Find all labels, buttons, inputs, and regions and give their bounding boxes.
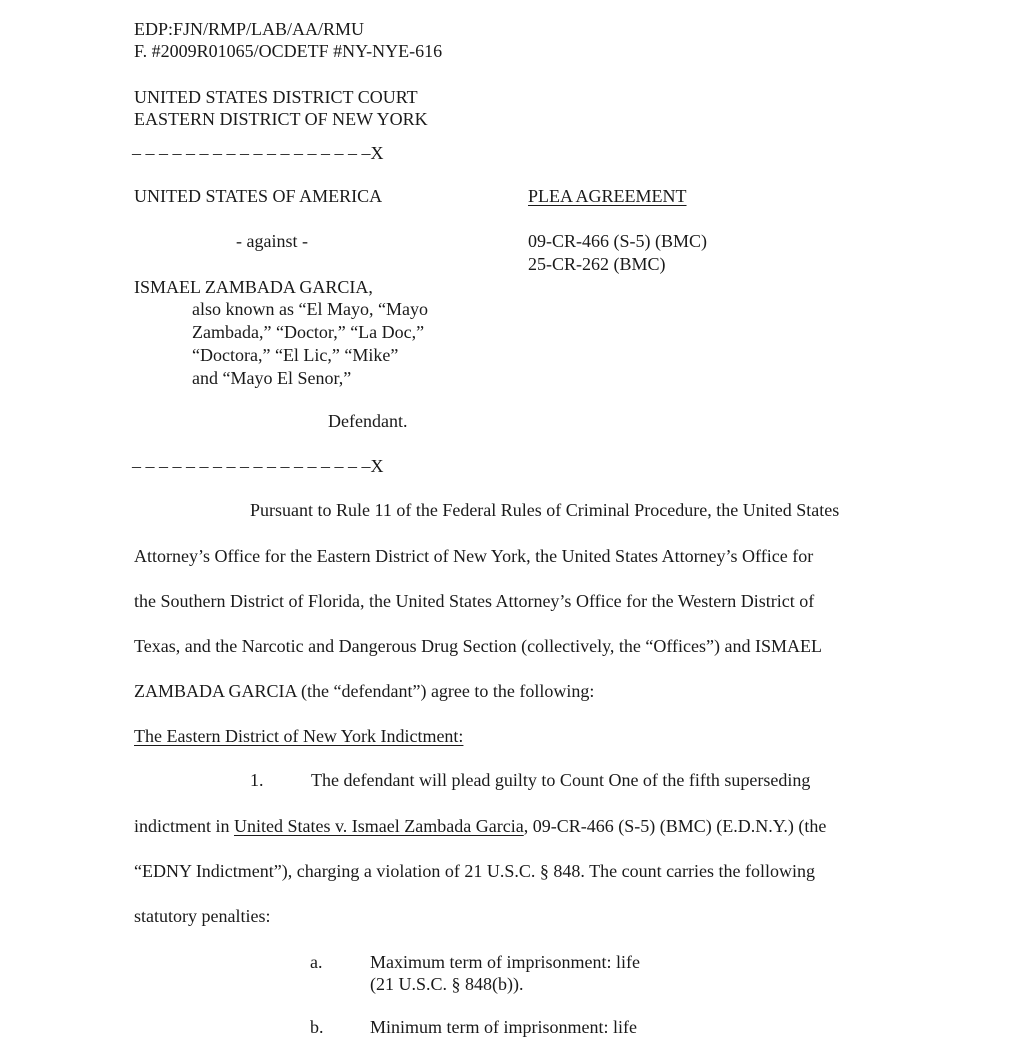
defendant-name: ISMAEL ZAMBADA GARCIA, xyxy=(134,277,373,297)
case-citation: United States v. Ismael Zambada Garcia xyxy=(233,816,524,836)
penalty-letter: a. xyxy=(310,952,323,972)
penalty-text: Maximum term of imprisonment: life xyxy=(370,952,640,972)
penalty-letter: b. xyxy=(310,1017,324,1037)
intro-line: Texas, and the Narcotic and Dangerous Drug Section (collectively, the “Offices”) and ISMAEL xyxy=(134,636,822,656)
caption-separator-bottom: – – – – – – – – – – – – – – – – – –X xyxy=(132,456,384,476)
intro-line: Pursuant to Rule 11 of the Federal Rules of Criminal Procedure, the United States xyxy=(250,500,840,520)
paragraph-1-line-3: “EDNY Indictment”), charging a violation of 21 U.S.C. § 848. The count carries the following xyxy=(134,861,816,881)
court-name-line-1: UNITED STATES DISTRICT COURT xyxy=(134,87,418,107)
case-number: 25-CR-262 (BMC) xyxy=(528,254,666,274)
alias-line: “Doctora,” “El Lic,” “Mike” xyxy=(192,345,399,365)
section-heading: The Eastern District of New York Indictment: xyxy=(134,726,464,746)
reference-line-2: F. #2009R01065/OCDETF #NY-NYE-616 xyxy=(134,41,443,61)
penalty-text: Minimum term of imprisonment: life xyxy=(370,1017,637,1037)
alias-line: also known as “El Mayo, “Mayo xyxy=(192,299,428,319)
caption-separator-top: – – – – – – – – – – – – – – – – – –X xyxy=(132,143,384,163)
paragraph-1-line-1: The defendant will plead guilty to Count One of the fifth superseding xyxy=(311,770,811,790)
alias-line: and “Mayo El Senor,” xyxy=(192,368,352,388)
paragraph-1-line-2-pre: indictment in xyxy=(134,816,234,836)
paragraph-1-line-2 xyxy=(134,815,826,837)
intro-line: the Southern District of Florida, the United States Attorney’s Office for the Western District of xyxy=(134,591,815,611)
against-label: - against - xyxy=(236,231,308,251)
case-number: 09-CR-466 (S-5) (BMC) xyxy=(528,231,707,251)
paragraph-1-line-2-post: , 09-CR-466 (S-5) (BMC) (E.D.N.Y.) (the xyxy=(523,816,827,836)
paragraph-1-line-4: statutory penalties: xyxy=(134,906,271,926)
paragraph-number: 1. xyxy=(250,770,264,790)
plaintiff: UNITED STATES OF AMERICA xyxy=(134,186,383,206)
court-name-line-2: EASTERN DISTRICT OF NEW YORK xyxy=(134,109,428,129)
penalty-citation: (21 U.S.C. § 848(b)). xyxy=(370,974,524,994)
intro-line: Attorney’s Office for the Eastern District of New York, the United States Attorney’s Office for xyxy=(134,546,814,566)
alias-line: Zambada,” “Doctor,” “La Doc,” xyxy=(192,322,425,342)
intro-line: ZAMBADA GARCIA (the “defendant”) agree to the following: xyxy=(134,681,595,701)
document-title: PLEA AGREEMENT xyxy=(528,186,687,206)
reference-line-1: EDP:FJN/RMP/LAB/AA/RMU xyxy=(134,19,365,39)
defendant-label: Defendant. xyxy=(328,411,408,431)
